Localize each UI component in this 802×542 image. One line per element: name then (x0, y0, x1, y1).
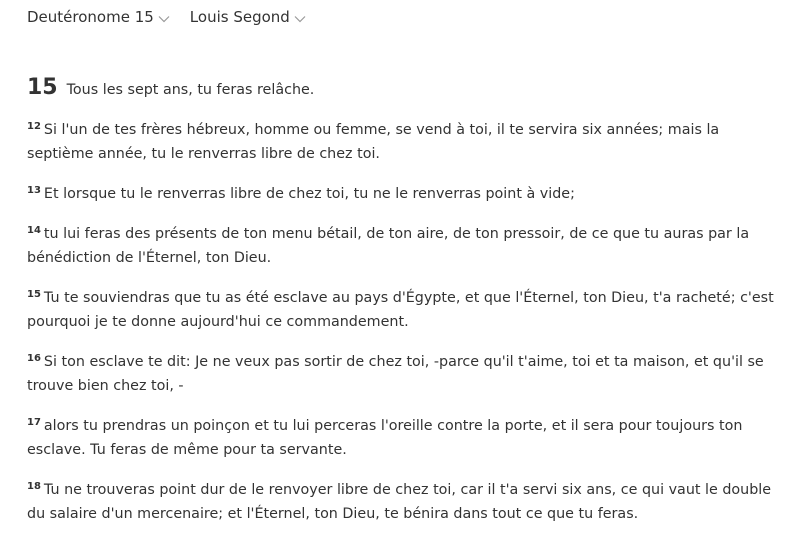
version-label: Louis Segond (189, 8, 290, 26)
verse-text: tu lui feras des présents de ton menu bétail, de ton aire, de ton pressoir, de ce que tu auras par la bénédiction de l'Éternel, ton Dieu. (27, 226, 750, 266)
chapter-intro: Tous les sept ans, tu feras relâche. (66, 82, 315, 98)
chevron-down-icon (294, 13, 306, 25)
verse-number: 17 (27, 417, 41, 428)
verse-text: Tu ne trouveras point dur de le renvoyer libre de chez toi, car il t'a servi six ans, ce qui vaut le double du salaire d'un mercenaire; et l'Éternel, ton Dieu, te bénira dans tout ce que tu feras. (27, 482, 772, 522)
verse-number: 18 (27, 481, 41, 492)
verse-number: 16 (27, 353, 41, 364)
verse[interactable] (27, 350, 779, 398)
verse-text: Si ton esclave te dit: Je ne veux pas sortir de chez toi, -parce qu'il t'aime, toi et ta maison, et qu'il se trouve bien chez toi, - (27, 354, 764, 394)
chapter-number: 15 (27, 75, 58, 100)
verse-number: 15 (27, 289, 41, 300)
chapter-heading (27, 74, 779, 102)
version-selector[interactable] (190, 8, 306, 26)
verse[interactable] (27, 478, 779, 526)
book-chapter-label: Deutéronome 15 (27, 8, 154, 26)
toolbar (27, 6, 326, 28)
verse-number: 14 (27, 225, 41, 236)
bible-text (27, 74, 779, 542)
verse[interactable] (27, 414, 779, 462)
verse-text: Et lorsque tu le renverras libre de chez toi, tu ne le renverras point à vide; (43, 186, 575, 202)
book-chapter-selector[interactable] (27, 8, 170, 26)
verse[interactable] (27, 222, 779, 270)
verse-text: Tu te souviendras que tu as été esclave au pays d'Égypte, et que l'Éternel, ton Dieu, t'a racheté; c'est pourquoi je te donne aujourd'hui ce commandement. (27, 290, 774, 330)
verse[interactable] (27, 182, 779, 206)
verse[interactable] (27, 118, 779, 166)
verse-number: 12 (27, 121, 41, 132)
chevron-down-icon (158, 13, 170, 25)
verse-text: alors tu prendras un poinçon et tu lui perceras l'oreille contre la porte, et il sera pour toujours ton esclave. Tu feras de même pour ta servante. (27, 418, 743, 458)
verse-number: 13 (27, 185, 41, 196)
verse-list (27, 118, 779, 526)
verse-text: Si l'un de tes frères hébreux, homme ou femme, se vend à toi, il te servira six années; mais la septième année, tu le renverras libre de chez toi. (27, 122, 720, 162)
verse[interactable] (27, 286, 779, 334)
